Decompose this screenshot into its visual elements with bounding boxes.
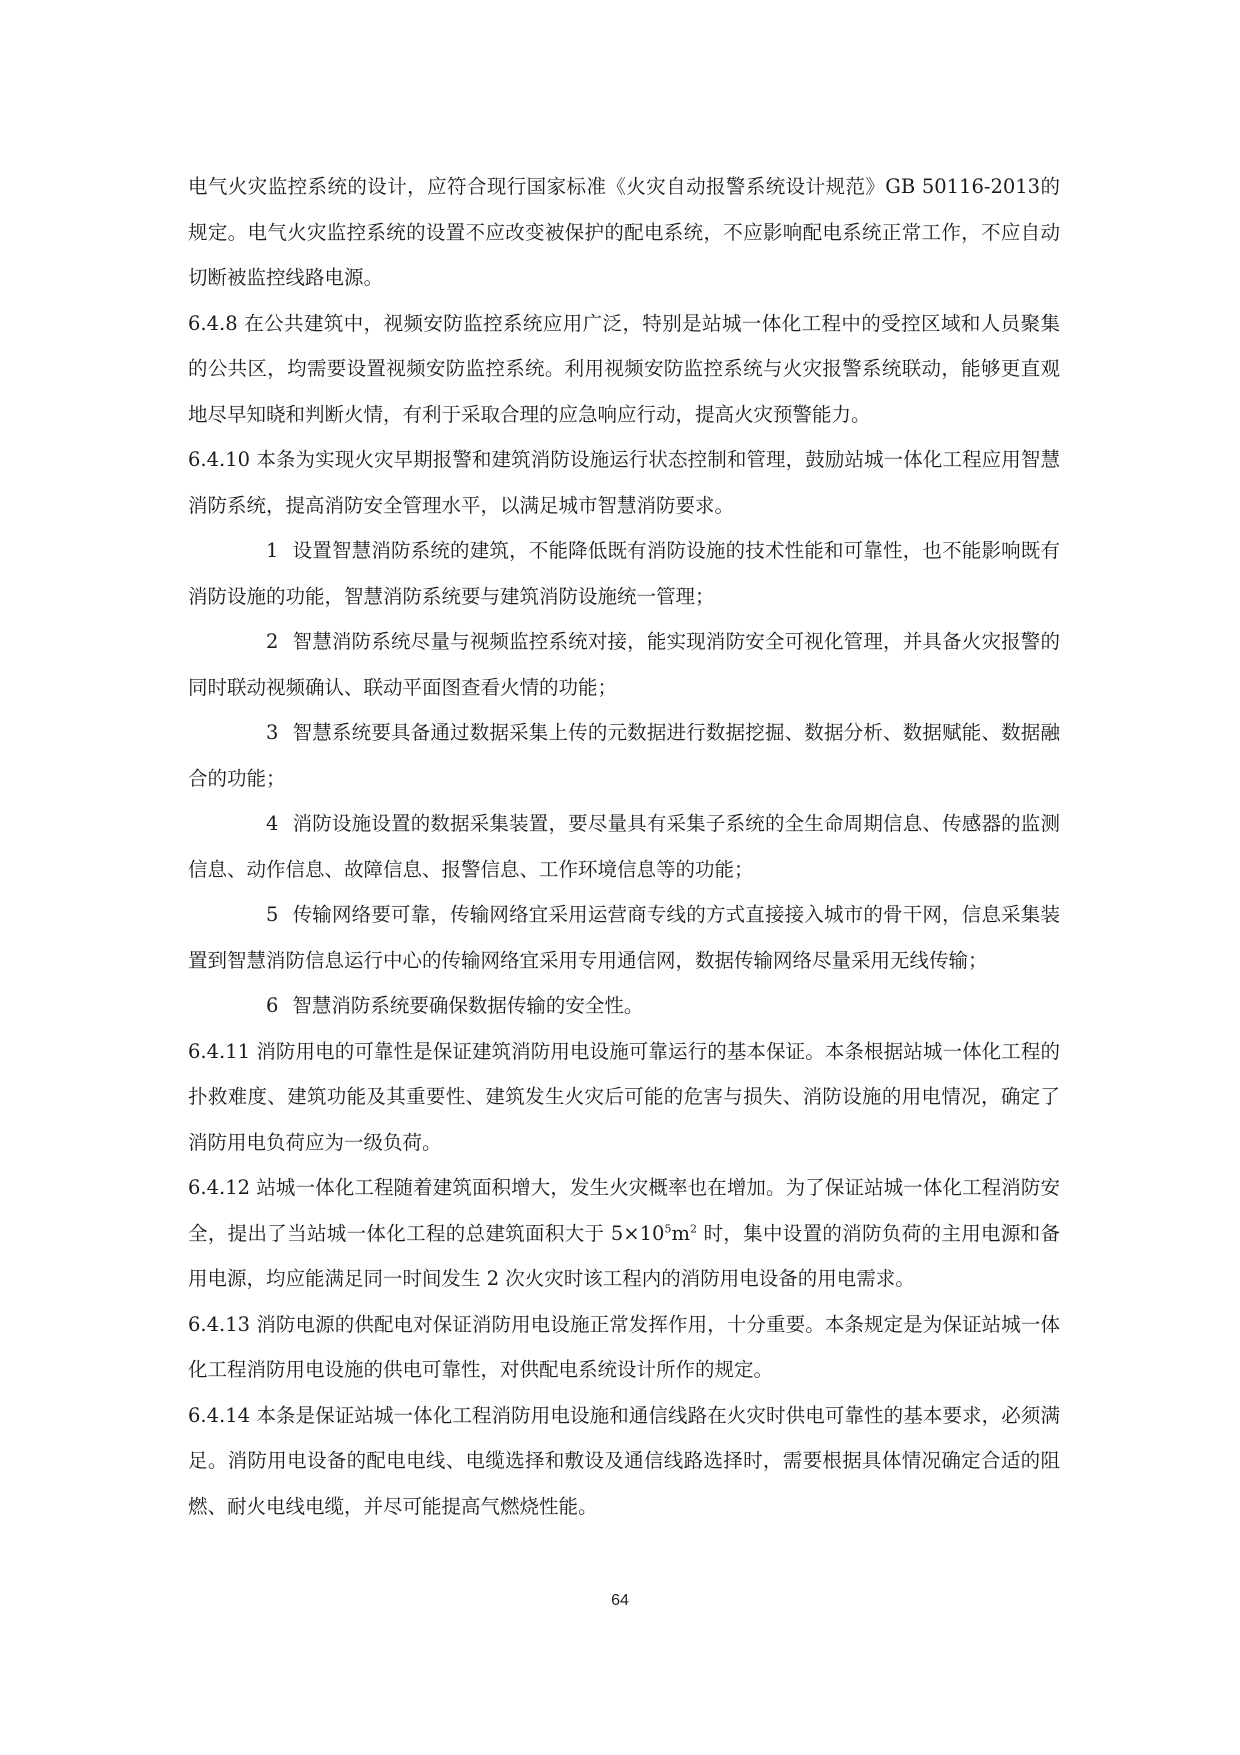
list-item-text: 智慧消防系统要确保数据传输的安全性。 [292, 994, 644, 1017]
list-item-text: 智慧系统要具备通过数据采集上传的元数据进行数据挖掘、数据分析、数据赋能、数据融合的功能； [188, 721, 1060, 790]
list-item-number: 6 [266, 994, 279, 1017]
list-item-text: 智慧消防系统尽量与视频监控系统对接，能实现消防安全可视化管理，并具备火灾报警的同时联动视频确认、联动平面图查看火情的功能； [188, 630, 1060, 699]
list-item-text: 消防设施设置的数据采集装置，要尽量具有采集子系统的全生命周期信息、传感器的监测信息、动作信息、故障信息、报警信息、工作环境信息等的功能； [188, 812, 1060, 881]
paragraph-6-4-12 [188, 1165, 1060, 1302]
paragraph-6-4-12-text-end: 时，集中设置的消防负荷的主用电源和备用电源，均应能满足同一时间发生 2 次火灾时该工程内的消防用电设备的用电需求。 [188, 1221, 1061, 1290]
list-item-number: 2 [266, 630, 279, 653]
unit-meter: m [671, 1221, 690, 1245]
paragraph-6-4-14: 6.4.14 本条是保证站城一体化工程消防用电设施和通信线路在火灾时供电可靠性的基本要求，必须满足。消防用电设备的配电电线、电缆选择和敷设及通信线路选择时，需要根据具体情况确定合适的阻燃、耐火电线电缆，并尽可能提高气燃烧性能。 [188, 1403, 1060, 1518]
list-item [188, 619, 1060, 710]
paragraph-6-4-13: 6.4.13 消防电源的供配电对保证消防用电设施正常发挥作用，十分重要。本条规定是为保证站城一体化工程消防用电设施的供电可靠性，对供配电系统设计所作的规定。 [188, 1312, 1060, 1381]
paragraph-6-4-10: 6.4.10 本条为实现火灾早期报警和建筑消防设施运行状态控制和管理，鼓励站城一体化工程应用智慧消防系统，提高消防安全管理水平，以满足城市智慧消防要求。 [188, 448, 1060, 517]
list-item-number: 3 [266, 721, 279, 744]
list-item-text: 设置智慧消防系统的建筑，不能降低既有消防设施的技术性能和可靠性，也不能影响既有消防设施的功能，智慧消防系统要与建筑消防设施统一管理； [188, 539, 1060, 608]
list-item [188, 892, 1060, 983]
page-number: 64 [611, 1592, 629, 1609]
paragraph-6-4-12-text-start: 6.4.12 站城一体化工程随着建筑面积增大，发生火灾概率也在增加。为了保证站城一体化工程消防安全，提出了当站城一体化工程的总建筑面积大于 5×10 [188, 1176, 1060, 1245]
list-item-number: 1 [266, 539, 279, 562]
paragraph-6-4-8: 6.4.8 在公共建筑中，视频安防监控系统应用广泛，特别是站城一体化工程中的受控区域和人员聚集的公共区，均需要设置视频安防监控系统。利用视频安防监控系统与火灾报警系统联动，能够更直观地尽早知晓和判断火情，有利于采取合理的应急响应行动，提高火灾预警能力。 [188, 311, 1060, 426]
list-item [188, 801, 1060, 892]
list-item-text: 传输网络要可靠，传输网络宜采用运营商专线的方式直接接入城市的骨干网，信息采集装置到智慧消防信息运行中心的传输网络宜采用专用通信网，数据传输网络尽量采用无线传输； [188, 903, 1060, 972]
list-item [188, 710, 1060, 801]
paragraph-electrical-fire-monitoring: 电气火灾监控系统的设计，应符合现行国家标准《火灾自动报警系统设计规范》GB 50116-2013的规定。电气火灾监控系统的设置不应改变被保护的配电系统，不应影响配电系统正常工作，不应自动切断被监控线路电源。 [188, 175, 1060, 289]
list-item-number: 5 [266, 903, 279, 926]
exponent-two: 2 [689, 1222, 697, 1235]
paragraph-6-4-11: 6.4.11 消防用电的可靠性是保证建筑消防用电设施可靠运行的基本保证。本条根据站城一体化工程的扑救难度、建筑功能及其重要性、建筑发生火灾后可能的危害与损失、消防设施的用电情况，确定了消防用电负荷应为一级负荷。 [188, 1039, 1060, 1154]
document-body [188, 164, 1060, 1529]
list-item [188, 528, 1060, 619]
list-item-number: 4 [266, 812, 279, 835]
list-item [188, 983, 1060, 1029]
exponent-five: 5 [664, 1222, 672, 1235]
